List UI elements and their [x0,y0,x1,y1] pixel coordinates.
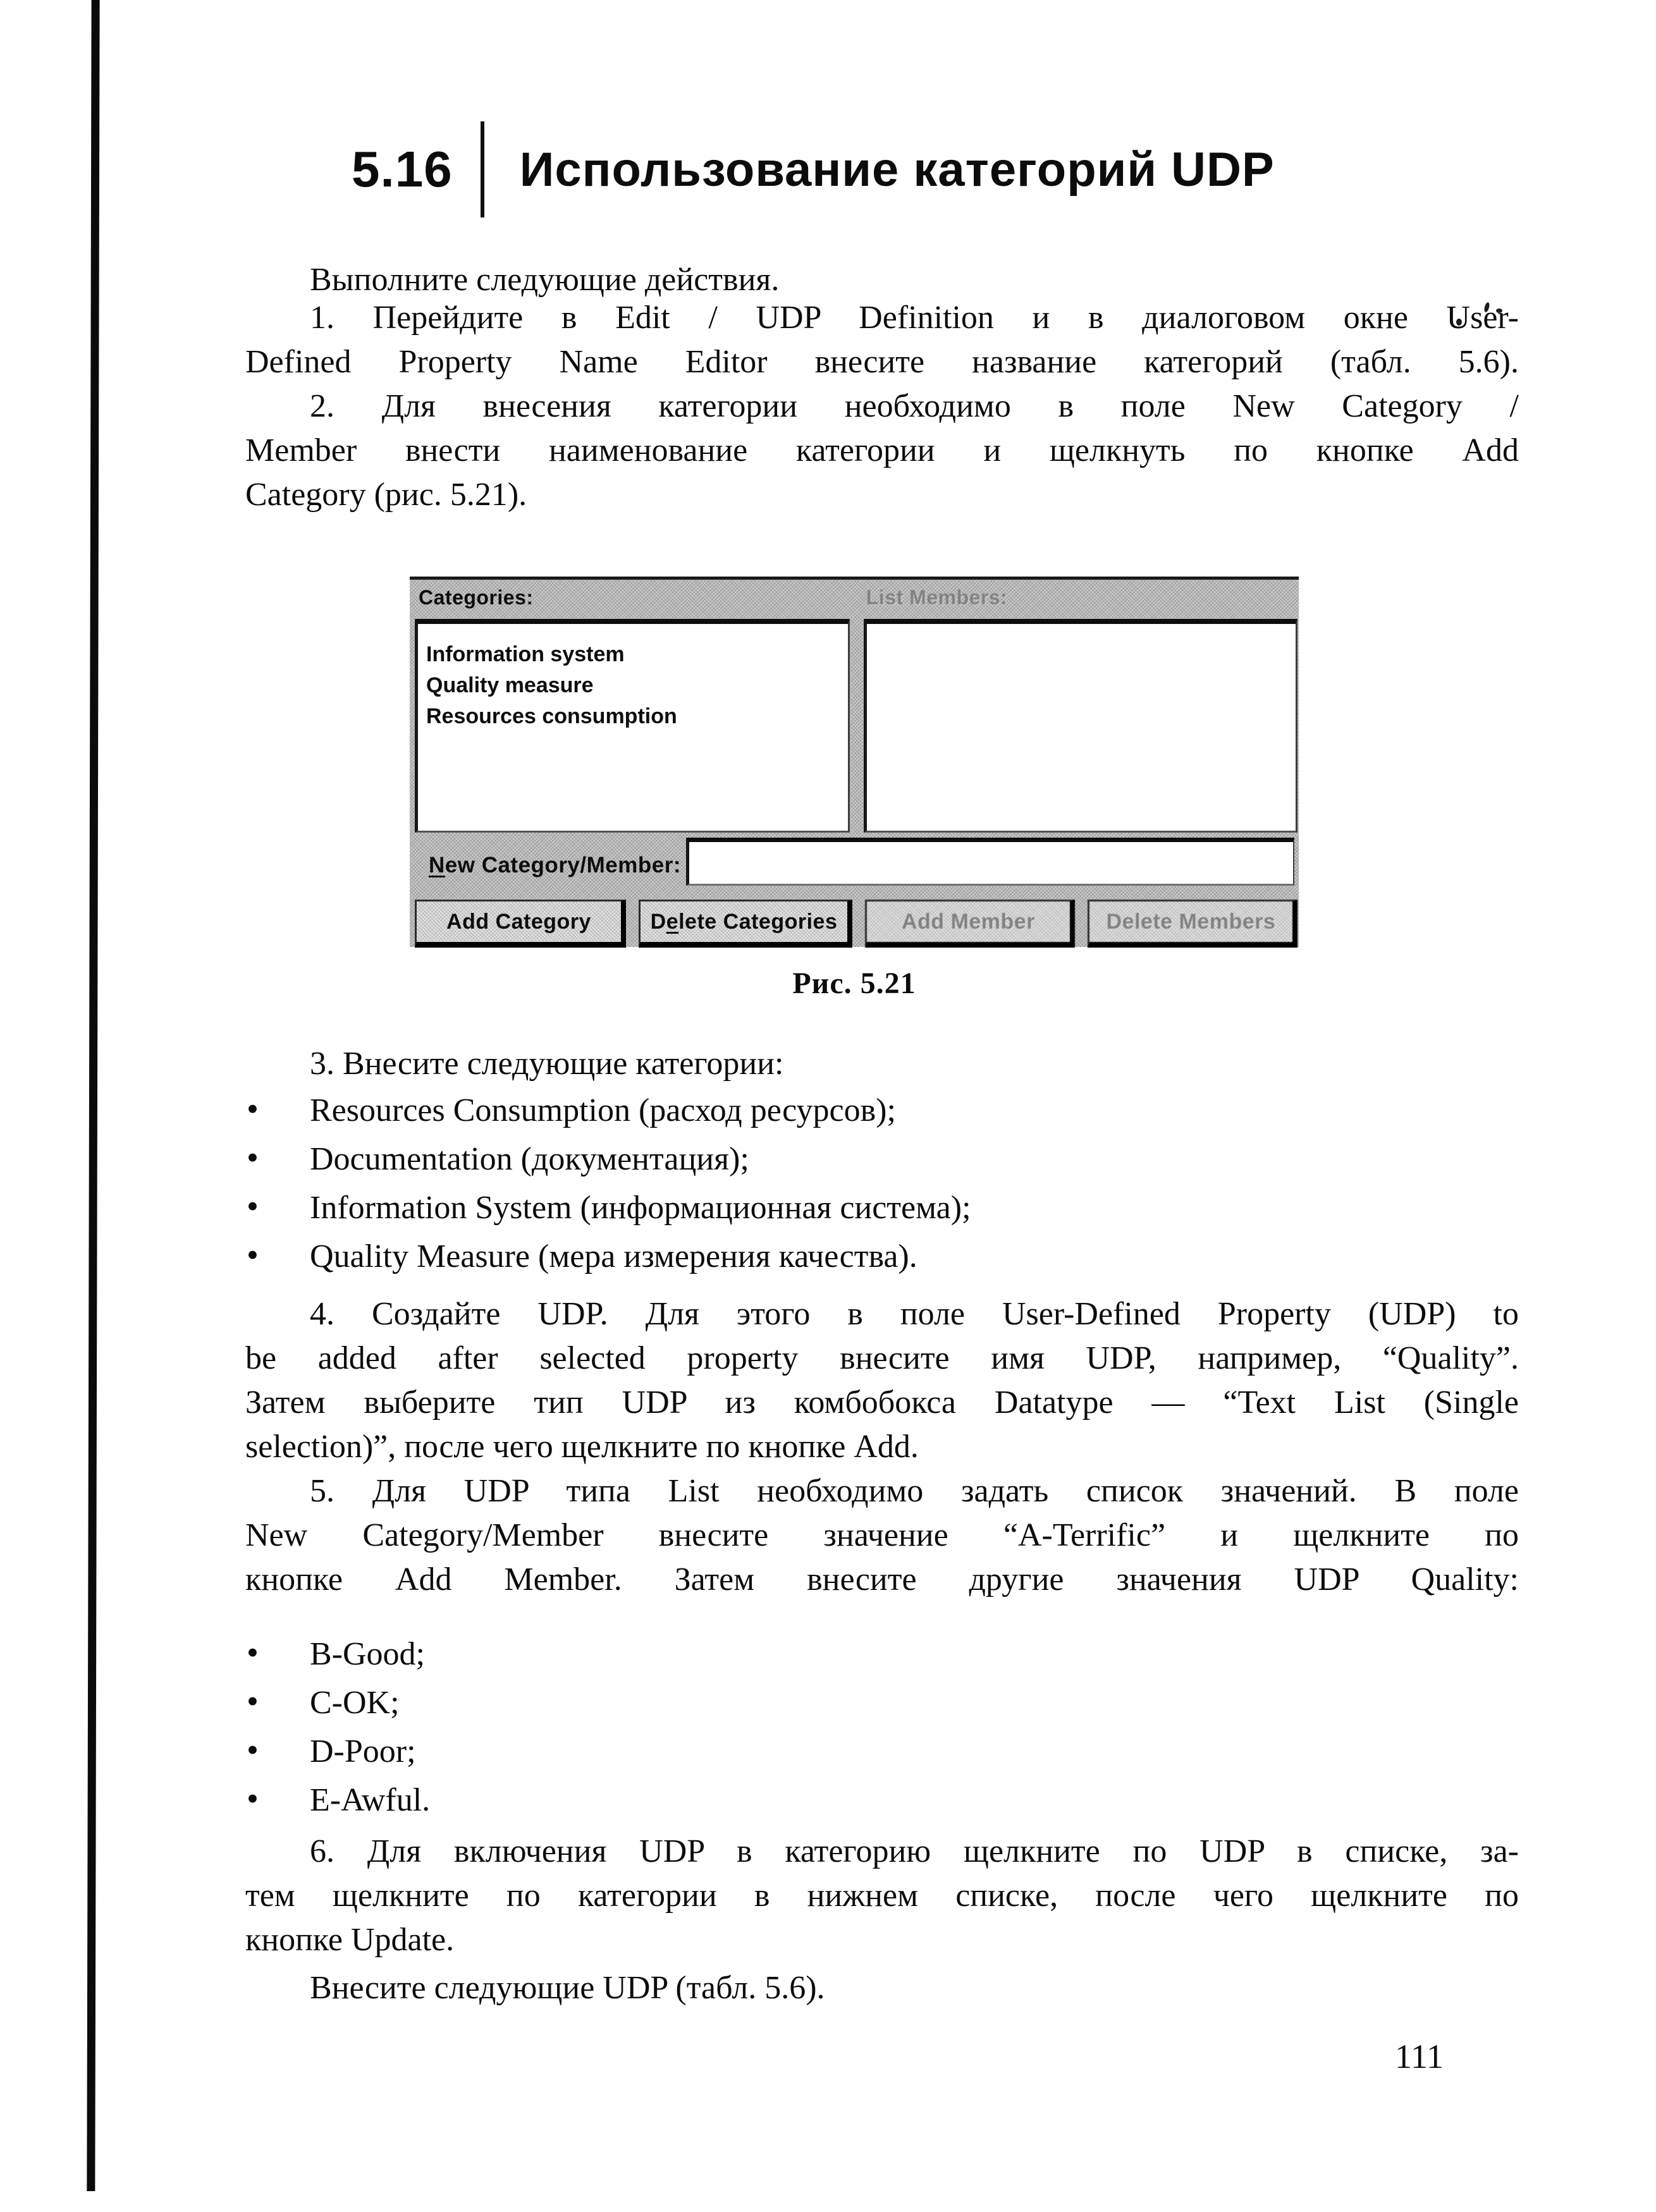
paragraph-1 [245,296,1519,384]
body-line: Внесите следующие UDP (табл. 5.6). [310,1970,825,2006]
body-line: 6. Для включения UDP в категорию щелкните по UDP в списке, за- [310,1833,1519,1869]
section-header [352,119,1275,220]
body-line: New Category/Member внесите значение “A-Terrific” и щелкните по [245,1517,1519,1553]
paragraph-2 [245,384,1519,517]
paragraph-closing [245,1966,1519,2010]
body-line: кнопке Update. [245,1922,455,1958]
figure-caption: Рис. 5.21 [792,967,916,1000]
list-item: • Resources Consumption (расход ресурсов); [245,1089,1519,1133]
list-item: • B-Good; [245,1632,1519,1677]
category-bullet-list [245,1089,1519,1283]
body-line: be added after selected property внесите имя UDP, например, “Quality”. [245,1340,1519,1376]
body-line: Member внести наименование категории и щелкнуть по кнопке Add [245,432,1519,468]
category-list-item[interactable]: Information system [426,642,625,666]
category-list-item[interactable]: Quality measure [426,673,594,697]
add-category-button[interactable]: Add Category [415,900,626,948]
body-line: тем щелкните по категории в нижнем списке, после чего щелкните по [245,1878,1519,1914]
list-members-listbox[interactable] [864,619,1297,833]
new-category-member-input[interactable] [686,838,1294,886]
page-number: 111 [1395,2038,1444,2075]
list-item: • D-Poor; [245,1730,1519,1774]
body-line: 4. Создайте UDP. Для этого в поле User-Defined Property (UDP) to [310,1296,1519,1332]
list-item: • Information System (информационная система); [245,1186,1519,1230]
udp-category-dialog [410,577,1299,947]
body-line: Category (рис. 5.21). [245,477,527,513]
body-line: Выполните следующие действия. [310,262,780,298]
paragraph-4 [245,1292,1519,1469]
binding-scan-artifact [87,0,99,2191]
body-line: 5. Для UDP типа List необходимо задать список значений. В поле [310,1473,1519,1509]
paragraph-5 [245,1469,1519,1602]
body-line: кнопке Add Member. Затем внесите другие значения UDP Quality: [245,1561,1519,1598]
list-members-label: List Members: [866,586,1008,609]
paragraph-3 [245,1042,1519,1086]
quality-values-bullet-list [245,1632,1519,1827]
body-line: Defined Property Name Editor внесите название категорий (табл. 5.6). [245,344,1519,380]
section-number: 5.16 [352,141,453,197]
body-line: 1. Перейдите в Edit / UDP Definition и в диалоговом окне User- [310,300,1519,336]
category-list-item[interactable]: Resources consumption [426,704,677,728]
categories-label: Categories: [419,586,534,609]
delete-members-button[interactable]: Delete Members [1088,900,1297,948]
new-category-member-label: New Category/Member: [429,853,681,877]
categories-listbox[interactable] [415,619,850,833]
delete-categories-button[interactable]: Delete Categories [639,900,852,948]
section-divider [481,121,484,217]
section-title: Использование категорий UDP [519,142,1275,197]
add-member-button[interactable]: Add Member [865,900,1075,948]
body-line: Затем выберите тип UDP из комбобокса Datatype — “Text List (Single [245,1384,1519,1421]
list-item: • E-Awful. [245,1778,1519,1823]
paragraph-6 [245,1830,1519,1962]
list-item: • Documentation (документация); [245,1137,1519,1182]
list-item: • C-OK; [245,1681,1519,1725]
list-item: • Quality Measure (мера измерения качества). [245,1235,1519,1279]
body-line: 2. Для внесения категории необходимо в поле New Category / [310,388,1519,424]
body-line: selection)”, после чего щелкните по кнопке Add. [245,1429,919,1465]
body-line: 3. Внесите следующие категории: [310,1046,784,1082]
